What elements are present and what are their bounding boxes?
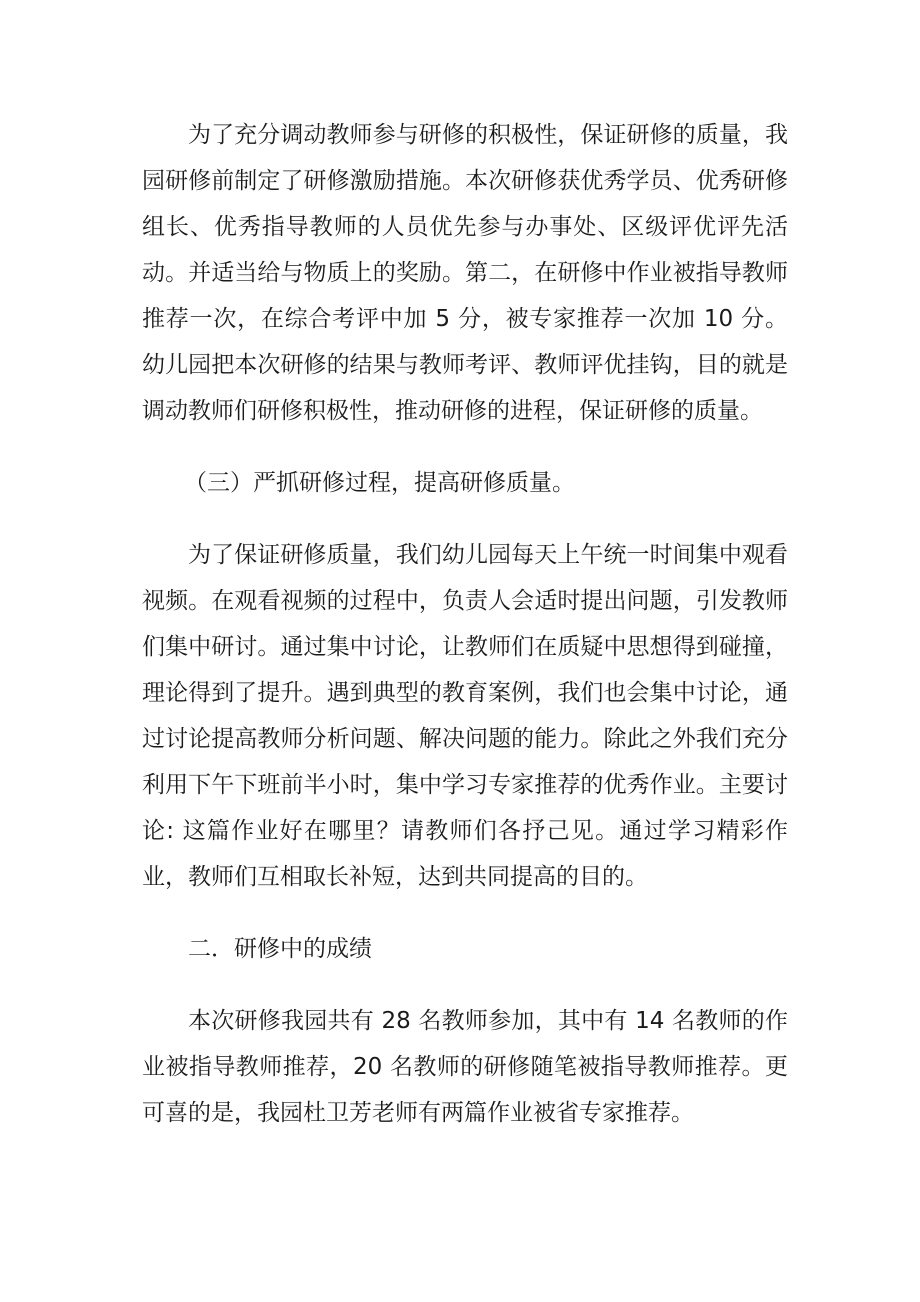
paragraph-research-quality: 为了保证研修质量，我们幼儿园每天上午统一时间集中观看视频。在观看视频的过程中，负责人会适时提出问题，引发教师们集中研讨。通过集中讨论，让教师们在质疑中思想得到碰撞，理论得到了提升。遇到典型的教育案例，我们也会集中讨论，通过讨论提高教师分析问题、解决问题的能力。除此之外我们充分利用下午下班前半小时，集中学习专家推荐的优秀作业。主要讨论: 这篇作业好在哪里？请教师们各抒己见。通过学习精彩作业，教师们互相取长补短，达到共同提高的目的。: [142, 542, 788, 890]
section-heading-research-process: （三）严抓研修过程，提高研修质量。: [184, 470, 575, 496]
paragraph-incentive-measures: 为了充分调动教师参与研修的积极性，保证研修的质量，我园研修前制定了研修激励措施。本次研修获优秀学员、优秀研修组长、优秀指导教师的人员优先参与办事处、区级评优评先活动。并适当给与物质上的奖励。第二，在研修中作业被指导教师推荐一次，在综合考评中加 5 分，被专家推荐一次加 10 分。幼儿园把本次研修的结果与教师考评、教师评优挂钩，目的就是调动教师们研修积极性，推动研修的进程，保证研修的质量。: [142, 122, 788, 424]
section-heading-achievements: 二．研修中的成绩: [188, 936, 372, 962]
paragraph-achievements: 本次研修我园共有 28 名教师参加，其中有 14 名教师的作业被指导教师推荐，20 名教师的研修随笔被指导教师推荐。更可喜的是，我园杜卫芳老师有两篇作业被省专家推荐。: [142, 1008, 788, 1126]
document-body: [142, 112, 788, 1162]
